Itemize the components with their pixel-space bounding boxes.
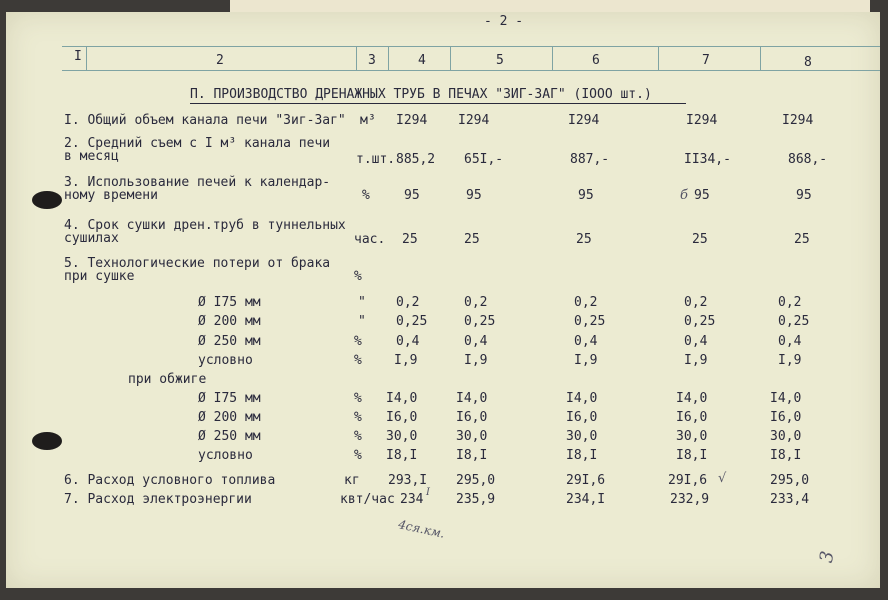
section-title-underline <box>190 103 686 104</box>
header-col-6: 6 <box>592 53 600 68</box>
row3-val-6: 95 <box>578 188 594 203</box>
header-col-3: 3 <box>368 53 376 68</box>
row4-val-4: 25 <box>402 232 418 247</box>
firing-val: 30,0 <box>676 429 708 444</box>
firing-val: I8,I <box>386 448 418 463</box>
drying-val: 0,2 <box>574 295 598 310</box>
row6-unit: кг <box>344 473 360 488</box>
header-col-2: 2 <box>216 53 224 68</box>
row7-val-4: 234 <box>400 492 424 507</box>
header-top-rule <box>62 46 880 47</box>
row6-val-8: 295,0 <box>770 473 810 488</box>
row7-val-6: 234,I <box>566 492 606 507</box>
row7-val-7: 232,9 <box>670 492 710 507</box>
firing-val: I4,0 <box>566 391 598 406</box>
row7-val-5: 235,9 <box>456 492 496 507</box>
firing-val: 30,0 <box>386 429 418 444</box>
firing-val: I8,I <box>456 448 488 463</box>
header-divider <box>388 46 389 70</box>
row4-val-5: 25 <box>464 232 480 247</box>
row3-val-4: 95 <box>404 188 420 203</box>
handwritten-note: 4ся.км. <box>397 517 446 541</box>
row1-val-4: I294 <box>396 113 428 128</box>
row5-label-cont: при сушке <box>64 269 135 284</box>
header-bottom-rule <box>62 70 880 71</box>
firing-unit: % <box>354 391 362 406</box>
firing-val: I4,0 <box>386 391 418 406</box>
row2-unit: т.шт. <box>356 152 396 167</box>
drying-val: I,9 <box>464 353 488 368</box>
row6-val-4: 293,I <box>388 473 428 488</box>
row6-val-7: 29I,6 <box>668 473 708 488</box>
header-divider <box>658 46 659 70</box>
firing-unit: % <box>354 448 362 463</box>
handwritten-superscript: I <box>426 487 430 498</box>
firing-unit: % <box>354 410 362 425</box>
header-divider <box>760 46 761 70</box>
row2-val-5: 65I,- <box>464 152 504 167</box>
punch-hole <box>32 191 62 209</box>
drying-val: 0,25 <box>464 314 496 329</box>
drying-val: 0,4 <box>464 334 488 349</box>
row4-val-7: 25 <box>692 232 708 247</box>
drying-val: 0,2 <box>778 295 802 310</box>
drying-val: 0,4 <box>778 334 802 349</box>
handwritten-checkmark: √ <box>718 471 727 486</box>
row2-val-4: 885,2 <box>396 152 436 167</box>
firing-val: I4,0 <box>770 391 802 406</box>
header-divider <box>450 46 451 70</box>
drying-unit: % <box>354 353 362 368</box>
firing-label: Ø 200 мм <box>198 410 261 425</box>
drying-label: Ø 200 мм <box>198 314 261 329</box>
drying-val: 0,4 <box>574 334 598 349</box>
drying-val: 0,25 <box>574 314 606 329</box>
row3-val-5: 95 <box>466 188 482 203</box>
firing-label: Ø I75 мм <box>198 391 261 406</box>
firing-val: I8,I <box>566 448 598 463</box>
firing-val: I6,0 <box>566 410 598 425</box>
header-divider <box>86 46 87 70</box>
drying-val: I,9 <box>574 353 598 368</box>
drying-val: I,9 <box>394 353 418 368</box>
row5-unit: % <box>354 269 362 284</box>
firing-val: I4,0 <box>676 391 708 406</box>
row1-val-6: I294 <box>568 113 600 128</box>
row3-unit: % <box>362 188 370 203</box>
row4-unit: час. <box>354 232 386 247</box>
row3-label-cont: ному времени <box>64 188 158 203</box>
drying-val: 0,25 <box>778 314 810 329</box>
header-col-7: 7 <box>702 53 710 68</box>
row2-val-6: 887,- <box>570 152 610 167</box>
row4-val-6: 25 <box>576 232 592 247</box>
firing-label: при обжиге <box>128 372 207 387</box>
firing-unit: % <box>354 429 362 444</box>
row6-val-6: 29I,6 <box>566 473 606 488</box>
punch-hole <box>32 432 62 450</box>
row2-val-7: II34,- <box>684 152 731 167</box>
header-divider <box>552 46 553 70</box>
row7-label: 7. Расход электроэнергии <box>64 492 252 507</box>
header-divider <box>356 46 357 70</box>
firing-val: 30,0 <box>566 429 598 444</box>
section-title: П. ПРОИЗВОДСТВО ДРЕНАЖНЫХ ТРУБ В ПЕЧАХ "ЗИГ-ЗАГ" (IOOO шт.) <box>190 87 652 102</box>
header-col-4: 4 <box>418 53 426 68</box>
firing-val: I6,0 <box>456 410 488 425</box>
drying-label: Ø I75 мм <box>198 295 261 310</box>
row7-val-8: 233,4 <box>770 492 810 507</box>
firing-val: I6,0 <box>676 410 708 425</box>
firing-val: 30,0 <box>456 429 488 444</box>
drying-unit: " <box>358 295 366 310</box>
row4-label: 4. Срок сушки дрен.труб в туннельных <box>64 218 346 233</box>
drying-val: 0,2 <box>464 295 488 310</box>
header-col-1: I <box>74 49 82 64</box>
drying-val: I,9 <box>778 353 802 368</box>
drying-val: 0,2 <box>684 295 708 310</box>
firing-val: 30,0 <box>770 429 802 444</box>
row1-val-8: I294 <box>782 113 814 128</box>
row4-val-8: 25 <box>794 232 810 247</box>
header-col-5: 5 <box>496 53 504 68</box>
row5-label: 5. Технологические потери от брака <box>64 256 331 271</box>
row2-label-cont: в месяц <box>64 149 119 164</box>
row3-val-8: 95 <box>796 188 812 203</box>
row6-label: 6. Расход условного топлива <box>64 473 276 488</box>
row1-val-5: I294 <box>458 113 490 128</box>
row1-val-7: I294 <box>686 113 718 128</box>
handwritten-page-mark: 3 <box>815 549 839 565</box>
drying-val: 0,25 <box>396 314 428 329</box>
drying-val: 0,25 <box>684 314 716 329</box>
drying-val: 0,4 <box>396 334 420 349</box>
firing-val: I4,0 <box>456 391 488 406</box>
drying-val: I,9 <box>684 353 708 368</box>
page-number: - 2 - <box>484 14 524 29</box>
document-page <box>6 12 880 588</box>
firing-val: I6,0 <box>386 410 418 425</box>
row1-unit: м³ <box>360 113 376 128</box>
row4-label-cont: сушилах <box>64 231 119 246</box>
drying-unit: % <box>354 334 362 349</box>
row7-unit: квт/час <box>340 492 395 507</box>
drying-label: Ø 250 мм <box>198 334 261 349</box>
firing-val: I6,0 <box>770 410 802 425</box>
firing-label: Ø 250 мм <box>198 429 261 444</box>
row3-label: 3. Использование печей к календар- <box>64 175 331 190</box>
drying-unit: " <box>358 314 366 329</box>
row6-val-5: 295,0 <box>456 473 496 488</box>
drying-val: 0,2 <box>396 295 420 310</box>
firing-label: условно <box>198 448 253 463</box>
row2-val-8: 868,- <box>788 152 828 167</box>
row3-val-7: 95 <box>694 188 710 203</box>
row1-label: I. Общий объем канала печи "Зиг-Заг" <box>64 113 346 128</box>
handwritten-mark: б <box>680 188 688 203</box>
header-col-8: 8 <box>804 55 812 70</box>
drying-label: условно <box>198 353 253 368</box>
firing-val: I8,I <box>676 448 708 463</box>
row2-label: 2. Средний съем с I м³ канала печи <box>64 136 331 151</box>
drying-val: 0,4 <box>684 334 708 349</box>
firing-val: I8,I <box>770 448 802 463</box>
